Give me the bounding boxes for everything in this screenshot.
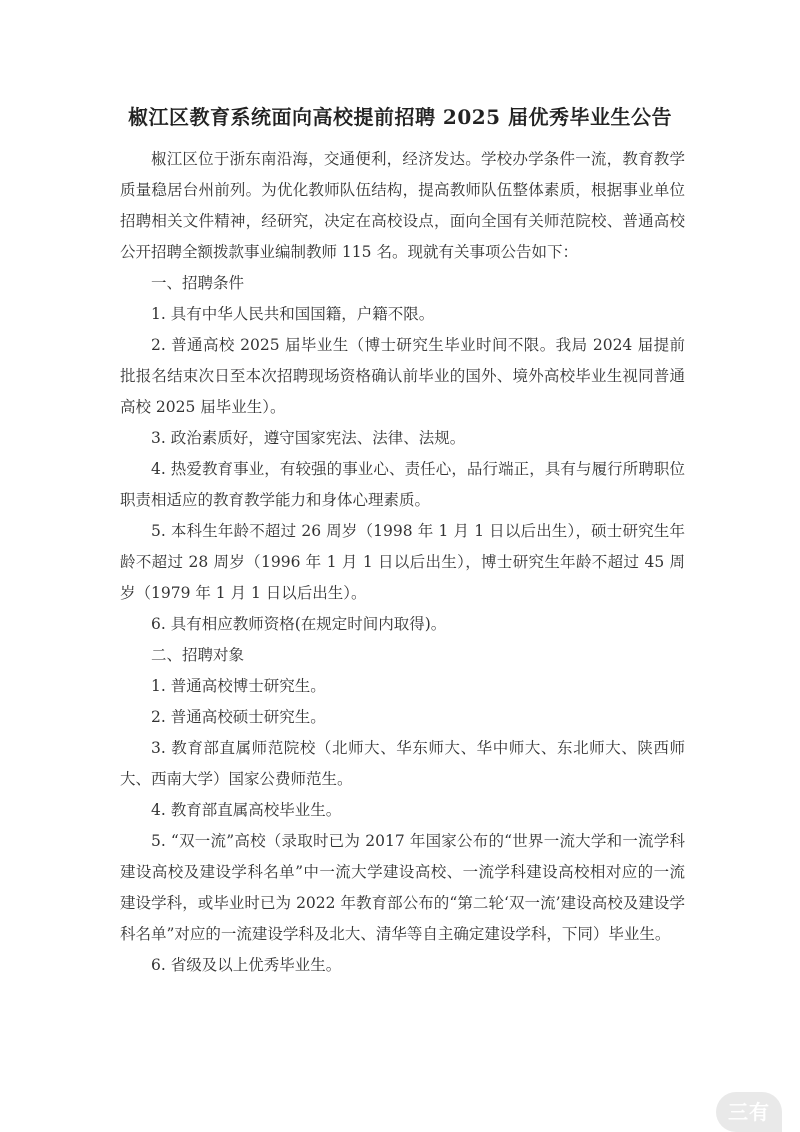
app-watermark-badge: 三有 [716, 1092, 782, 1132]
section-heading-recruitment-conditions: 一、招聘条件 [151, 274, 245, 292]
condition-item: 3. 政治素质好，遵守国家宪法、法律、法规。 [151, 429, 466, 447]
document-body [120, 144, 685, 981]
intro-paragraph: 椒江区位于浙东南沿海，交通便利，经济发达。学校办学条件一流，教育教学质量稳居台州前列。为优化教师队伍结构，提高教师队伍整体素质，根据事业单位招聘相关文件精神，经研究，决定在高校设点，面向全国有关师范院校、普通高校公开招聘全额拨款事业编制教师 115 名。现就有关事项公告如下： [120, 150, 685, 261]
condition-item: 5. 本科生年龄不超过 26 周岁（1998 年 1 月 1 日以后出生），硕士研究生年龄不超过 28 周岁（1996 年 1 月 1 日以后出生），博士研究生年龄不超过 45 周岁（1979 年 1 月 1 日以后出生）。 [120, 522, 685, 602]
target-item: 1. 普通高校博士研究生。 [151, 677, 326, 695]
target-item: 3. 教育部直属师范院校（北师大、华东师大、华中师大、东北师大、陕西师大、西南大学）国家公费师范生。 [120, 739, 685, 788]
condition-item: 1. 具有中华人民共和国国籍，户籍不限。 [151, 305, 435, 323]
target-item: 5. “双一流”高校（录取时已为 2017 年国家公布的“世界一流大学和一流学科建设高校及建设学科名单”中一流大学建设高校、一流学科建设高校相对应的一流建设学科，或毕业时已为 2022 年教育部公布的“第二轮‘双一流’建设高校及建设学科名单”对应的一流建设学科及北大、清华等自主确定建设学科，下同）毕业生。 [120, 832, 685, 943]
condition-item: 6. 具有相应教师资格(在规定时间内取得)。 [151, 615, 447, 633]
document-title: 椒江区教育系统面向高校提前招聘 2025 届优秀毕业生公告 [127, 105, 673, 129]
target-item: 2. 普通高校硕士研究生。 [151, 708, 326, 726]
condition-item: 2. 普通高校 2025 届毕业生（博士研究生毕业时间不限。我局 2024 届提前批报名结束次日至本次招聘现场资格确认前毕业的国外、境外高校毕业生视同普通高校 2025 届毕业生）。 [120, 336, 685, 416]
section-heading-recruitment-targets: 二、招聘对象 [151, 646, 245, 664]
target-item: 4. 教育部直属高校毕业生。 [151, 801, 342, 819]
condition-item: 4. 热爱教育事业，有较强的事业心、责任心，品行端正，具有与履行所聘职位职责相适应的教育教学能力和身体心理素质。 [120, 460, 685, 509]
target-item: 6. 省级及以上优秀毕业生。 [151, 956, 342, 974]
